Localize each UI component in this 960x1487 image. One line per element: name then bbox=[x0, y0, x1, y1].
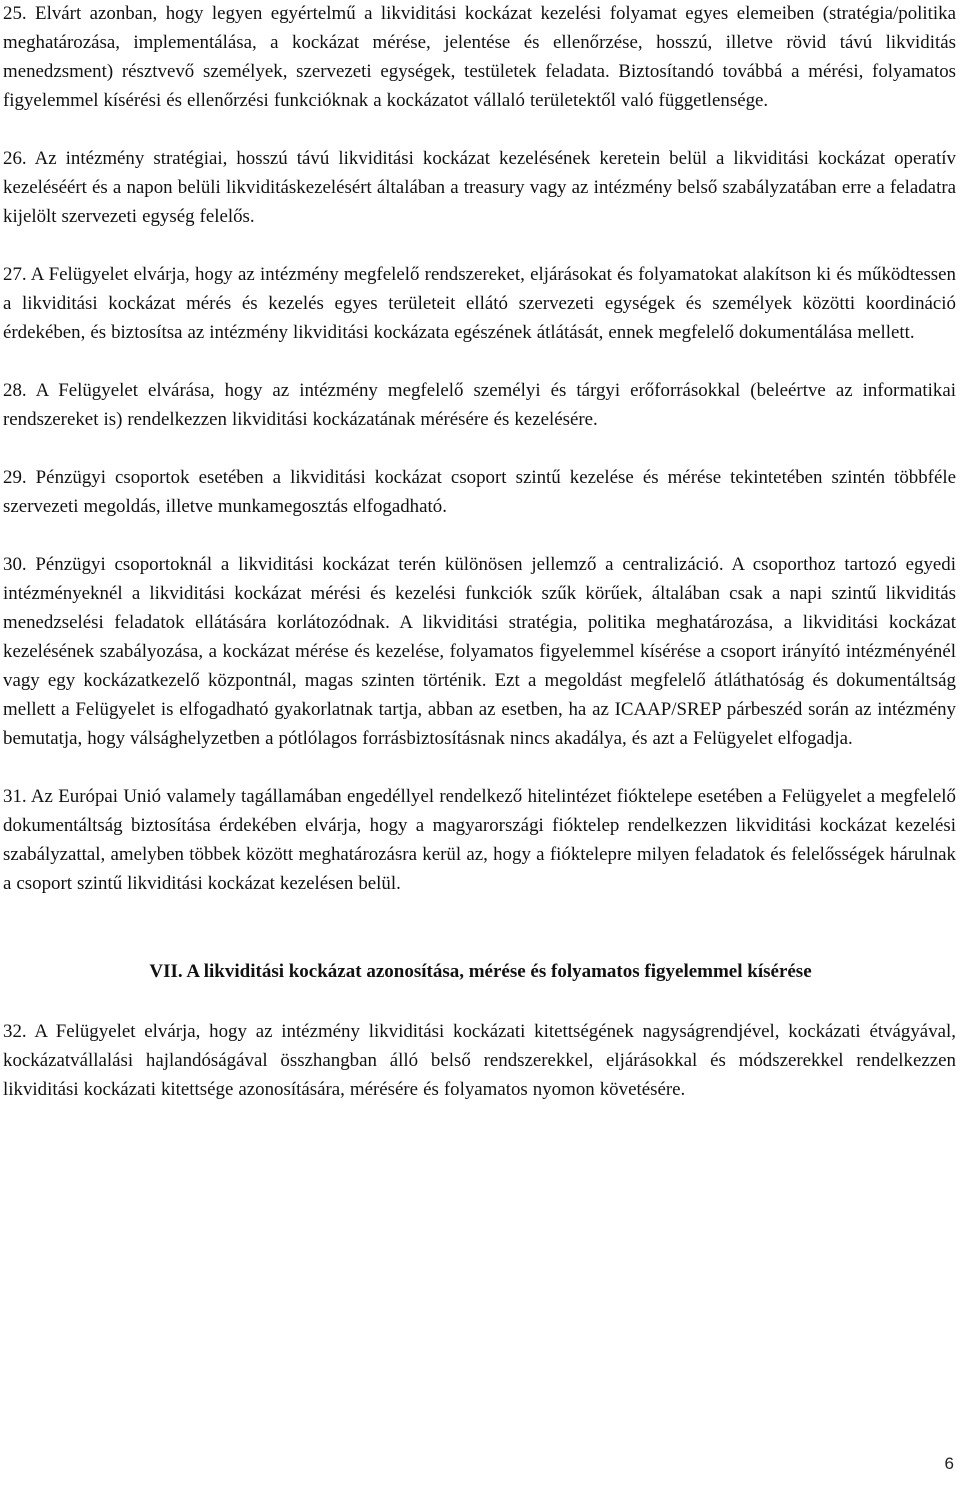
document-page bbox=[3, 0, 956, 1104]
section-heading: VII. A likviditási kockázat azonosítása, mérése és folyamatos figyelemmel kísérése bbox=[149, 961, 812, 982]
paragraph-31: 31. Az Európai Unió valamely tagállamában engedéllyel rendelkező hitelintézet fióktelepe esetében a Felügyelet a megfelelő dokumentáltság biztosítása érdekében elvárja, hogy a magyarországi fióktelep rendelkezzen likviditási kockázat kezelési szabályzattal, amelyben többek között meghatározásra kerül az, hogy a fióktelepre milyen feladatok és felelősségek hárulnak a csoport szintű likviditási kockázat kezelésen belül. bbox=[3, 786, 956, 894]
paragraph-32: 32. A Felügyelet elvárja, hogy az intézmény likviditási kockázati kitettségének nagyságrendjével, kockázati étvágyával, kockázatvállalási hajlandóságával összhangban álló belső rendszerekkel, eljárásokkal és módszerekkel rendelkezzen likviditási kockázati kitettsége azonosítására, mérésére és folyamatos nyomon követésére. bbox=[3, 1021, 956, 1100]
paragraph-26: 26. Az intézmény stratégiai, hosszú távú likviditási kockázat kezelésének keretein belül a likviditási kockázat operatív kezeléséért és a napon belüli likviditáskezelésért általában a treasury vagy az intézmény belső szabályzatában erre a feladatra kijelölt szervezeti egység felelős. bbox=[3, 148, 956, 227]
paragraph-28: 28. A Felügyelet elvárása, hogy az intézmény megfelelő személyi és tárgyi erőforrásokkal (beleértve az informatikai rendszereket is) rendelkezzen likviditási kockázatának mérésére és kezelésére. bbox=[3, 380, 956, 430]
paragraph-25: 25. Elvárt azonban, hogy legyen egyértelmű a likviditási kockázat kezelési folyamat egyes elemeiben (stratégia/politika meghatározása, implementálása, a kockázat mérése, jelentése és ellenőrzése, hosszú, illetve rövid távú likviditás menedzsment) résztvevő személyek, szervezeti egységek, testületek feladata. Biztosítandó továbbá a mérési, folyamatos figyelemmel kísérési és ellenőrzési funkcióknak a kockázatot vállaló területektől való függetlensége. bbox=[3, 3, 956, 111]
page-number: 6 bbox=[944, 1454, 954, 1473]
paragraph-27: 27. A Felügyelet elvárja, hogy az intézmény megfelelő rendszereket, eljárásokat és folyamatokat alakítson ki és működtessen a likviditási kockázat mérés és kezelés egyes területeit ellátó szervezeti egységek és személyek közötti koordináció érdekében, és biztosítsa az intézmény likviditási kockázata egészének átlátását, ennek megfelelő dokumentálása mellett. bbox=[3, 264, 956, 343]
paragraph-29: 29. Pénzügyi csoportok esetében a likviditási kockázat csoport szintű kezelése és mérése tekintetében szintén többféle szervezeti megoldás, illetve munkamegosztás elfogadható. bbox=[3, 467, 956, 517]
paragraph-30: 30. Pénzügyi csoportoknál a likviditási kockázat terén különösen jellemző a centralizáció. A csoporthoz tartozó egyedi intézményeknél a likviditási kockázat mérési és kezelési funkciók szűk körűek, általában csak a napi szintű likviditás menedzselési feladatok ellátására korlátozódnak. A likviditási stratégia, politika meghatározása, a likviditási kockázat kezelésének szabályozása, a kockázat mérése és kezelése, folyamatos figyelemmel kísérése a csoport irányító intézményénél vagy egy kockázatkezelő központnál, magas szinten történik. Ezt a megoldást megfelelő átláthatóság és dokumentáltság mellett a Felügyelet is elfogadható gyakorlatnak tartja, abban az esetben, ha az ICAAP/SREP párbeszéd során az intézmény bemutatja, hogy válsághelyzetben a pótlólagos forrásbiztosításnak nincs akadálya, és azt a Felügyelet elfogadja. bbox=[3, 554, 956, 749]
